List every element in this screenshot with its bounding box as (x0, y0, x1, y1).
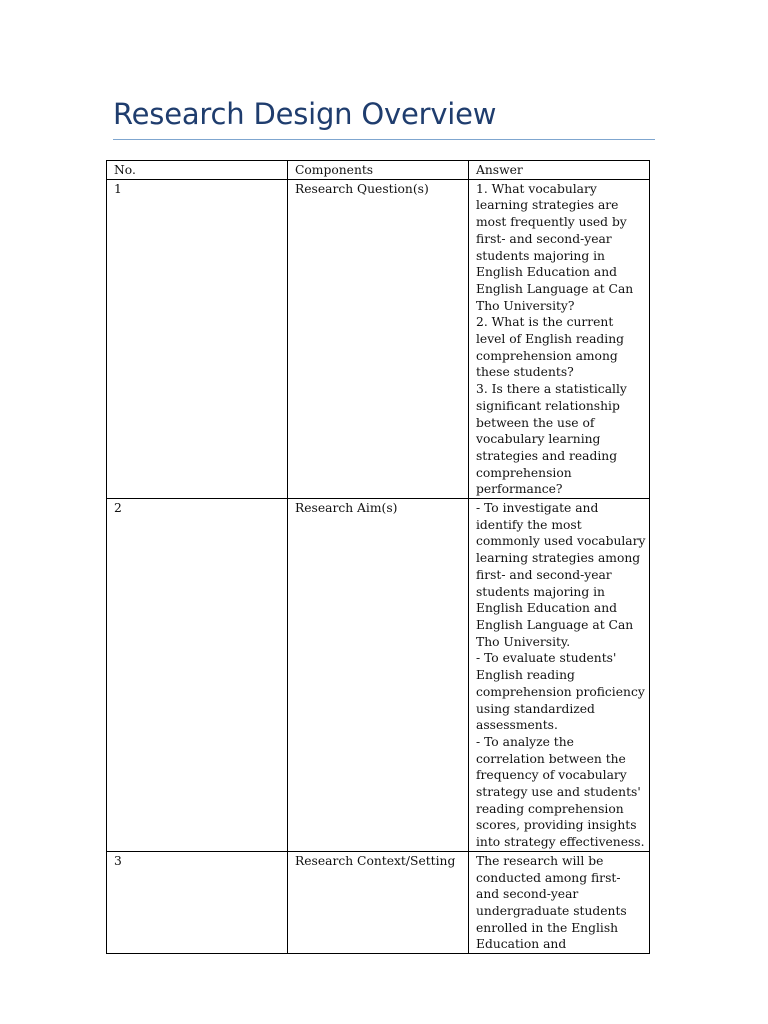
answer-item: The research will be conducted among first- and second-year undergraduate students enrolled in the English Education and (476, 853, 627, 952)
row-component: Research Aim(s) (288, 499, 469, 852)
table-header-row (107, 161, 650, 180)
header-no: No. (107, 161, 288, 180)
header-answer: Answer (469, 161, 650, 180)
row-answer (469, 499, 650, 852)
answer-item: 3. Is there a statistically significant relationship between the use of vocabulary learning strategies and reading comprehension performance? (476, 382, 627, 497)
answer-item: - To evaluate students' English reading comprehension proficiency using standardized assessments. (476, 651, 645, 733)
answer-item: - To analyze the correlation between the frequency of vocabulary strategy use and students' reading comprehension scores, providing insights into strategy effectiveness. (476, 734, 645, 850)
title-underline (113, 139, 655, 140)
research-design-table (106, 160, 650, 954)
page-title: Research Design Overview (113, 97, 497, 131)
answer-item: 1. What vocabulary learning strategies are most frequently used by first- and second-year students majoring in English Education and English Language at Can Tho University? (476, 181, 634, 313)
header-components: Components (288, 161, 469, 180)
table-row (107, 179, 650, 498)
table-row (107, 499, 650, 852)
answer-item: - To investigate and identify the most commonly used vocabulary learning strategies among first- and second-year students majoring in English Education and English Language at Can Tho University. (476, 501, 646, 649)
row-number: 2 (107, 499, 288, 852)
table-row (107, 851, 650, 953)
row-number: 3 (107, 851, 288, 953)
row-answer (469, 851, 650, 953)
row-answer (469, 179, 650, 498)
row-component: Research Question(s) (288, 179, 469, 498)
row-number: 1 (107, 179, 288, 498)
row-component: Research Context/Setting (288, 851, 469, 953)
answer-item: 2. What is the current level of English reading comprehension among these students? (476, 315, 624, 380)
